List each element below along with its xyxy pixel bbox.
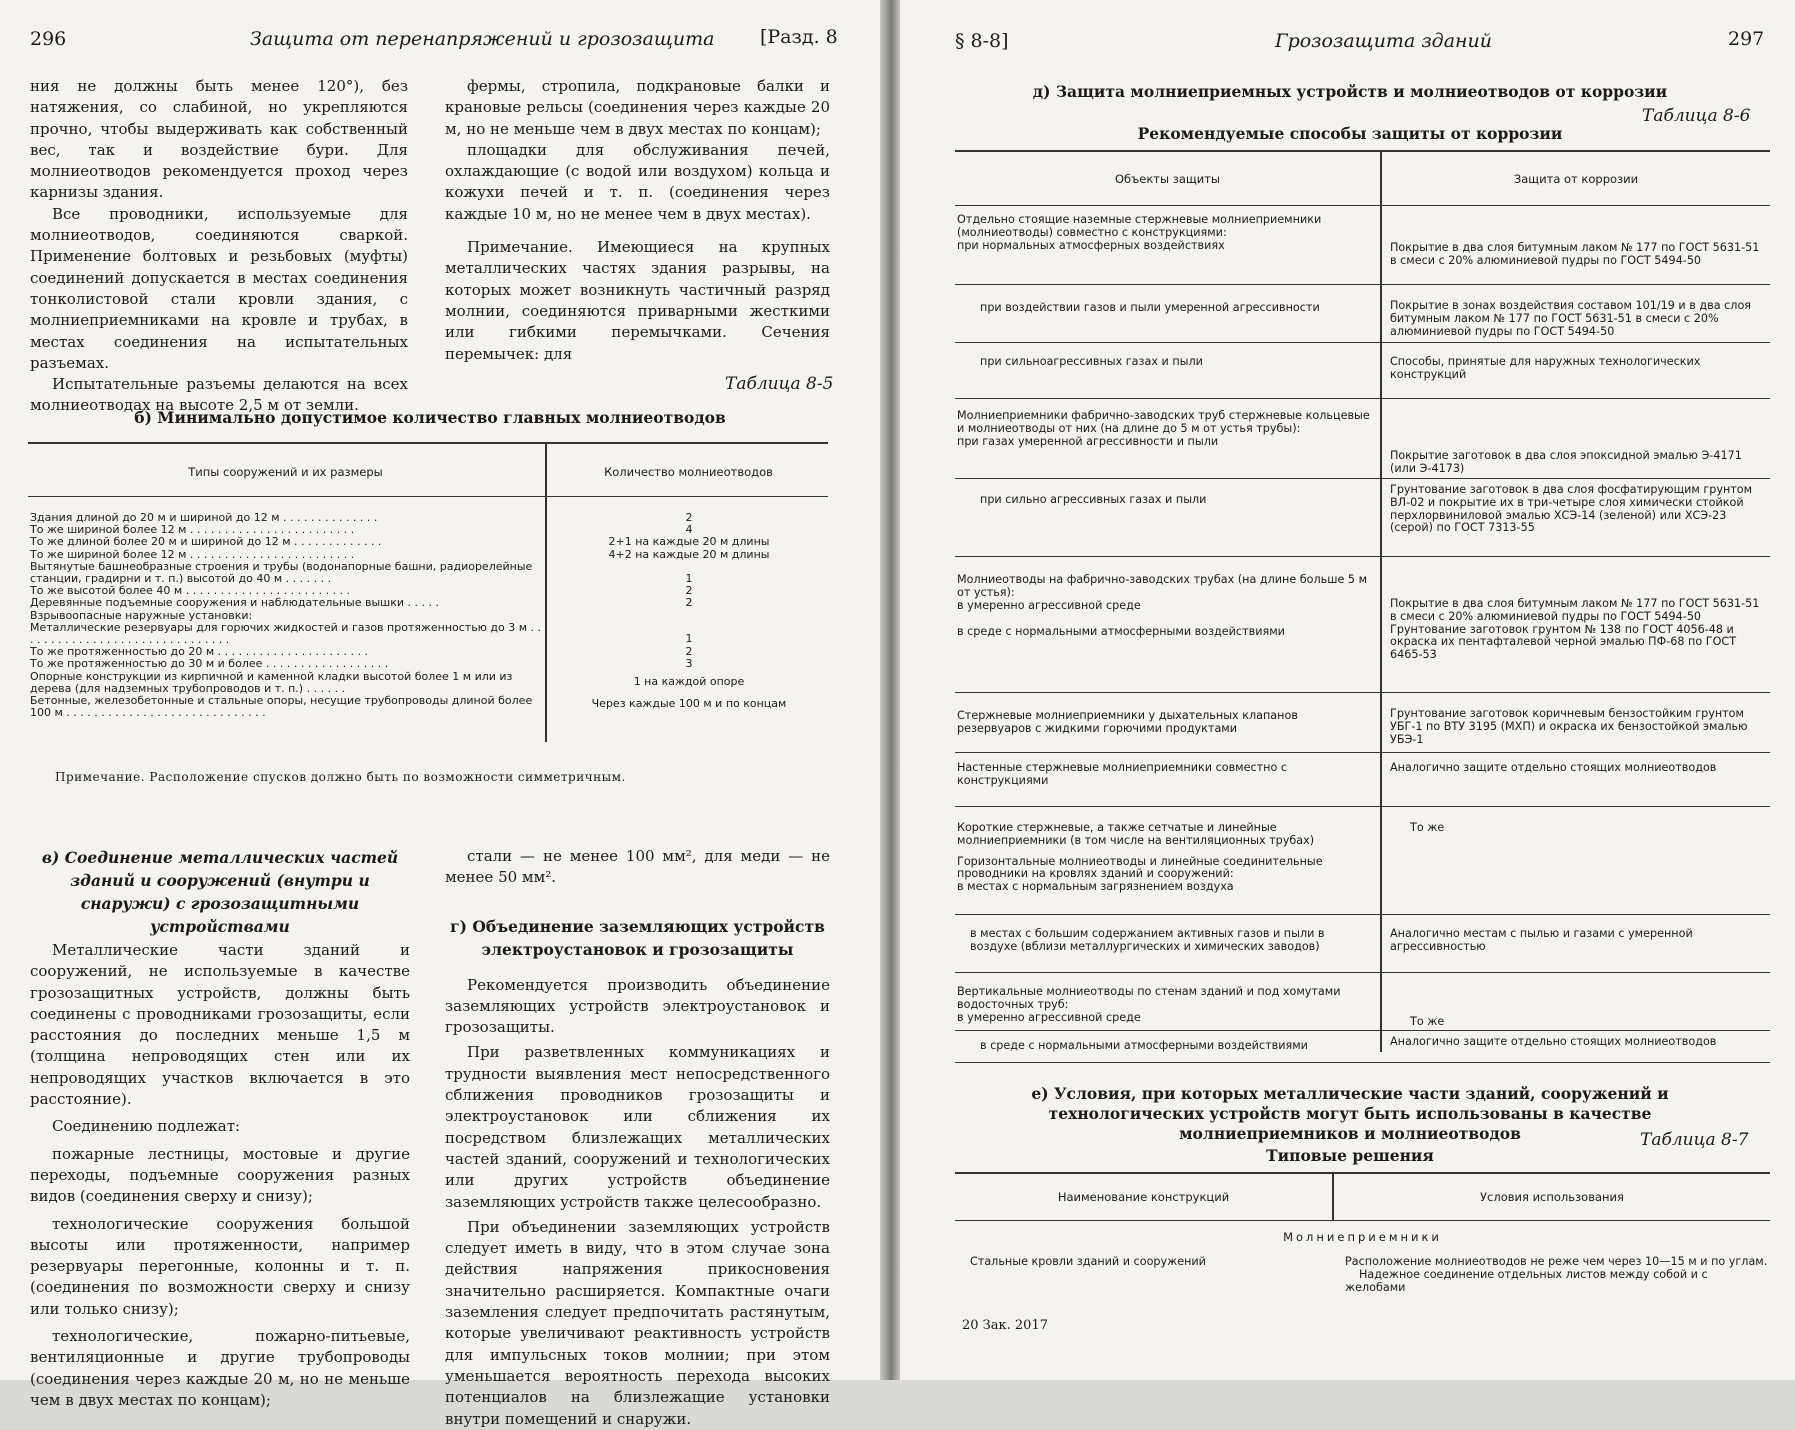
left-col1-bottom <box>30 940 410 1411</box>
paragraph: Рекомендуется производить объединение заземляющих устройств электроустановок и грозозащиты. <box>445 975 830 1037</box>
row-rule <box>955 398 1770 399</box>
table-cell: Вертикальные молниеотводы по стенам зданий и под хомутами водосточных труб: <box>957 985 1341 1011</box>
table-cell: 1 <box>685 632 693 646</box>
spacer <box>548 609 830 633</box>
page-number-left: 296 <box>30 28 67 50</box>
section-g-title: г) Объединение заземляющих устройств электроустановок и грозозащиты <box>450 916 825 959</box>
paragraph: Соединению подлежат: <box>52 1117 241 1136</box>
table-cell: при газах умеренной агрессивности и пыли <box>957 434 1219 448</box>
table-8-7-group-label: Молниеприемники <box>1283 1230 1442 1244</box>
paragraph: ния не должны быть менее 120°), без натяжения, со слабиной, но укрепляются прочно, чтобы выдерживать как собственный вес, так и воздействие бури. Для молниеотводов рекомендуется проход через карнизы здания. <box>30 77 408 202</box>
table-cell: при нормальных атмосферных воздействиях <box>957 238 1225 252</box>
table-row: То же протяженностью до 30 м и более . . . . . . . . . . . . . . . . . . <box>30 657 389 671</box>
table-cell: 1 <box>685 571 693 585</box>
table-cell: То же <box>1410 1015 1445 1028</box>
table-cell: Аналогично местам с пылью и газами с умеренной агрессивностью <box>1390 927 1693 953</box>
spacer <box>957 612 1375 626</box>
table-row: То же шириной более 12 м . . . . . . . . . . . . . . . . . . . . . . . . <box>30 547 355 561</box>
table-cell: Через каждые 100 м и по концам <box>591 697 787 711</box>
paragraph: пожарные лестницы, мостовые и другие переходы, подъемные сооружения разных видов (соединения сверху и снизу); <box>30 1144 410 1206</box>
row-rule <box>955 692 1770 693</box>
table-cell: при воздействии газов и пыли умеренной агрессивности <box>980 301 1320 314</box>
table-8-5-header-types: Типы сооружений и их размеры <box>188 465 383 479</box>
table-cell: в местах с нормальным загрязнением воздуха <box>957 880 1234 894</box>
section-d-title: д) Защита молниеприемных устройств и молниеотводов от коррозии <box>1032 82 1668 101</box>
table-8-5-note: Примечание. Расположение спусков должно быть по возможности симметричным. <box>55 770 626 784</box>
table-row: Опорные конструкции из кирпичной и каменной кладки высотой более 1 м или из дерева (для надземных трубопроводов и т. п.) . . . . . . <box>30 669 513 695</box>
table-row <box>957 822 1375 894</box>
table-cell: 2 <box>685 584 693 598</box>
table-cell: 2+1 на каждые 20 м длины <box>608 535 770 549</box>
table-cell: Надежное соединение отдельных листов между собой и с желобами <box>1345 1267 1708 1294</box>
table-8-7-header-name: Наименование конструкций <box>1057 1190 1230 1204</box>
table-cell: Стержневые молниеприемники у дыхательных клапанов резервуаров с жидкими горючими продуктами <box>957 709 1298 735</box>
row-rule <box>955 972 1770 973</box>
table-row <box>957 986 1375 1024</box>
row-rule <box>955 1062 1770 1063</box>
table-column-divider <box>545 442 547 742</box>
table-row <box>957 214 1375 252</box>
left-col2-bottom <box>445 846 830 1430</box>
table-8-7-title: Типовые решения <box>1266 1146 1434 1165</box>
paragraph: технологические сооружения большой высоты или протяженности, например резервуары перегонные, колонны и т. п. (соединения по возможности сверху и снизу или только снизу); <box>30 1214 410 1318</box>
table-row: То же протяженностью до 20 м . . . . . . . . . . . . . . . . . . . . . . <box>30 645 369 659</box>
table-cell: 1 на каждой опоре <box>633 675 745 689</box>
table-cell: Способы, принятые для наружных технологических конструкций <box>1390 355 1701 381</box>
table-header-rule <box>955 205 1770 206</box>
table-cell: Отдельно стоящие наземные стержневые молниеприемники (молниеотводы) совместно с конструкциями: <box>957 213 1322 239</box>
table-cell: при сильно агрессивных газах и пыли <box>980 493 1207 506</box>
left-col2-top <box>445 76 830 365</box>
table-cell: Аналогично защите отдельно стоящих молниеотводов <box>1390 761 1717 774</box>
table-cell: в умеренно агрессивной среде <box>957 1010 1141 1024</box>
table-cell: Молниеотводы на фабрично-заводских трубах (на длине больше 5 м от устья): <box>957 573 1368 599</box>
paragraph: При разветвленных коммуникациях и трудности выявления мест непосредственного сближения проводников грозозащиты и электроустановок или сближения их посредством близлежащих металлических частей зданий, сооружений и технологических или других устройств объединение заземляющих устройств также целесообразно. <box>445 1043 830 1211</box>
table-row: Деревянные подъемные сооружения и наблюдательные вышки . . . . . <box>30 596 440 610</box>
left-page <box>0 0 880 1428</box>
table-8-6-title: Рекомендуемые способы защиты от коррозии <box>1137 124 1563 143</box>
table-cell: Расположение молниеотводов не реже чем через 10—15 м и по углам. <box>1345 1255 1768 1268</box>
paragraph: Металлические части зданий и сооружений, не используемые в качестве грозозащитных устройств, должны быть соединены с проводниками грозозащиты, если расстояния до последних меньше 1,5 м (толщина непроводящих стен или их непроводящих участков включается в это расстояние). <box>30 941 410 1109</box>
row-rule <box>955 342 1770 343</box>
running-title-right: Грозозащита зданий <box>1275 30 1493 52</box>
table-cell: Грунтование заготовок грунтом № 138 по ГОСТ 4056-48 и окраска их пентафталевой черной эмалью ПФ-68 по ГОСТ 6465-53 <box>1390 622 1737 662</box>
table-row: Бетонные, железобетонные и стальные опоры, несущие трубопроводы длиной более 100 м . . . . . . . . . . . . . . . . . . . . . . . . . . . . . <box>30 694 533 720</box>
table-header-rule <box>955 1220 1770 1221</box>
left-col1-top <box>30 76 408 417</box>
table-cell: Аналогично защите отдельно стоящих молниеотводов <box>1390 1035 1717 1048</box>
table-8-5-title: б) Минимально допустимое количество главных молниеотводов <box>134 408 726 427</box>
table-cell: в среде с нормальными атмосферными воздействиями <box>957 625 1285 639</box>
table-cell: в среде с нормальными атмосферными воздействиями <box>980 1039 1308 1052</box>
table-cell: 3 <box>685 656 693 670</box>
row-rule <box>955 556 1770 557</box>
table-cell: Настенные стержневые молниеприемники совместно с конструкциями <box>957 761 1288 787</box>
table-cell: Молниеприемники фабрично-заводских труб стержневые кольцевые и молниеотводы от них (на длине до 5 м от устья трубы): <box>957 409 1370 435</box>
table-8-7-header-conditions: Условия использования <box>1480 1190 1624 1204</box>
paragraph: площадки для обслуживания печей, охлаждающие (с водой или воздухом) кольца и кожухи печей и т. п. (соединения через каждые 10 м, но не менее чем в двух местах). <box>445 140 830 223</box>
spacer <box>548 561 830 573</box>
table-header-rule <box>28 496 828 497</box>
table-row: Здания длиной до 20 м и шириной до 12 м . . . . . . . . . . . . . . <box>30 511 378 524</box>
section-e-title: е) Условия, при которых металлические части зданий, сооружений и технологических устройств могут быть использованы в качестве молниеприемников и молниеотводов <box>1031 1084 1669 1143</box>
table-row <box>957 574 1375 639</box>
row-rule <box>955 478 1770 479</box>
row-rule <box>955 806 1770 807</box>
table-row: Металлические резервуары для горючих жидкостей и газов протяженностью до 3 м . . . . . . . . . . . . . . . . . . . . . . . . . . . . . . . <box>30 620 542 647</box>
table-cell: Стальные кровли зданий и сооружений <box>970 1255 1206 1268</box>
table-8-6-header-objects: Объекты защиты <box>1115 172 1220 186</box>
table-8-6-header-protection: Защита от коррозии <box>1513 172 1639 186</box>
table-cell: Короткие стержневые, а также сетчатые и линейные молниеприемники (в том числе на вентиляционных трубах) <box>957 821 1315 847</box>
table-row <box>957 410 1375 448</box>
table-row <box>1390 598 1768 662</box>
paragraph: Все проводники, используемые для молниеотводов, соединяются сваркой. Применение болтовых и резьбовых (муфты) соединений допускается в местах соединения тонколистовой стали кровли здания, с молниеприемниками на кровле и трубах, в местах соединения на испытательных разъемах. <box>30 204 408 372</box>
section-ref-left: [Разд. 8 <box>760 26 838 48</box>
table-8-5-right-col <box>548 512 830 710</box>
table-cell: Покрытие в зонах воздействия составом 101/19 и в два слоя битумным лаком № 177 по ГОСТ 5631-51 в смеси с 20% алюминиевой пудры по ГОСТ 5494-50 <box>1390 299 1752 338</box>
table-8-5-left-col <box>30 512 542 719</box>
table-8-5-header-count: Количество молниеотводов <box>604 465 773 479</box>
table-column-divider <box>1380 150 1382 1052</box>
table-cell: 2 <box>685 644 693 658</box>
running-title-left: Защита от перенапряжений и грозозащита <box>250 28 715 50</box>
right-page <box>900 0 1795 1380</box>
section-v-title: в) Соединение металлических частей зданий и сооружений (внутри и снаружи) с грозозащитными устройствами <box>41 848 399 936</box>
table-cell: 2 <box>685 511 693 524</box>
paragraph: Испытательные разъемы делаются на всех молниеотводах на высоте 2,5 м от земли. <box>30 375 408 415</box>
table-row: Вытянутые башнеобразные строения и трубы (водонапорные башни, радиорелейные станции, градирни и т. п.) высотой до 40 м . . . . . . . <box>30 559 533 586</box>
row-rule <box>955 1030 1770 1031</box>
table-row: То же шириной более 12 м . . . . . . . . . . . . . . . . . . . . . . . . <box>30 523 355 537</box>
table-cell: То же <box>1410 821 1445 834</box>
table-row: То же высотой более 40 м . . . . . . . . . . . . . . . . . . . . . . . . <box>30 584 351 598</box>
paragraph: стали — не менее 100 мм², для меди — не менее 50 мм². <box>445 847 830 887</box>
table-cell: Покрытие в два слоя битумным лаком № 177 по ГОСТ 5631-51 в смеси с 20% алюминиевой пудры по ГОСТ 5494-50 <box>1390 597 1760 623</box>
table-top-rule <box>955 150 1770 152</box>
table-cell: 2 <box>685 596 693 610</box>
paragraph: При объединении заземляющих устройств следует иметь в виду, что в этом случае зона действия напряжения прикосновения значительно расширяется. Компактные очаги заземления следует предпочитать растянутым, которые увеличивают реактивность устройств для импульсных токов молнии; при этом уменьшается вероятность перехода высоких потенциалов на близлежащие установки внутри помещений и снаружи. <box>445 1217 830 1428</box>
table-row <box>1345 1256 1770 1294</box>
page-number-right: 297 <box>1728 28 1765 50</box>
table-8-7-caption: Таблица 8-7 <box>1640 1130 1749 1150</box>
row-rule <box>955 284 1770 285</box>
table-8-5-caption: Таблица 8-5 <box>725 374 834 394</box>
table-cell: Покрытие в два слоя битумным лаком № 177 по ГОСТ 5631-51 в смеси с 20% алюминиевой пудры по ГОСТ 5494-50 <box>1390 241 1760 267</box>
table-top-rule <box>955 1172 1770 1174</box>
table-cell: Грунтование заготовок коричневым бензостойким грунтом УБГ-1 по ВТУ 3195 (МХП) и окраска их бензостойкой эмалью УБЭ-1 <box>1390 707 1748 746</box>
table-cell: при сильноагрессивных газах и пыли <box>980 355 1203 368</box>
table-row: Взрывоопасные наружные установки: <box>30 608 253 622</box>
section-ref-right: § 8-8] <box>955 30 1009 52</box>
table-8-6-caption: Таблица 8-6 <box>1642 106 1751 126</box>
note-paragraph: Примечание. Имеющиеся на крупных металлических частях здания разрывы, на которых может возникнуть частичный разряд молнии, соединяются приварными жесткими или гибкими перемычками. Сечения перемычек: для <box>445 238 830 363</box>
paragraph: технологические, пожарно-питьевые, вентиляционные и другие трубопроводы (соединения через каждые 20 м, но не меньше чем в двух местах по концам); <box>30 1327 410 1409</box>
table-cell: Грунтование заготовок в два слоя фосфатирующим грунтом ВЛ-02 и покрытие их в три-четыре слоя химически стойкой перхлорвиниловой эмалью ХСЭ-14 (зеленой) или ХСЭ-23 (серой) по ГОСТ 7313-55 <box>1390 483 1753 535</box>
table-row: То же длиной более 20 м и шириной до 12 м . . . . . . . . . . . . . <box>30 535 382 549</box>
table-cell: 4+2 на каждые 20 м длины <box>608 547 770 561</box>
table-cell: в умеренно агрессивной среде <box>957 598 1141 612</box>
row-rule <box>955 914 1770 915</box>
table-cell: Горизонтальные молниеотводы и линейные соединительные проводники на кровлях зданий и сооружений: <box>957 854 1323 881</box>
book-gutter <box>880 0 900 1380</box>
table-top-rule <box>28 442 828 444</box>
table-cell: 4 <box>685 523 693 537</box>
paragraph: фермы, стропила, подкрановые балки и крановые рельсы (соединения через каждые 20 м, но не меньше чем в двух местах по концам); <box>445 77 830 138</box>
table-cell: Покрытие заготовок в два слоя эпоксидной эмалью Э-4171 (или Э-4173) <box>1390 449 1742 475</box>
row-rule <box>955 752 1770 753</box>
footer-signature: 20 Зак. 2017 <box>962 1318 1048 1333</box>
table-cell: в местах с большим содержанием активных газов и пыли в воздухе (вблизи металлургических и химических заводов) <box>970 927 1325 953</box>
